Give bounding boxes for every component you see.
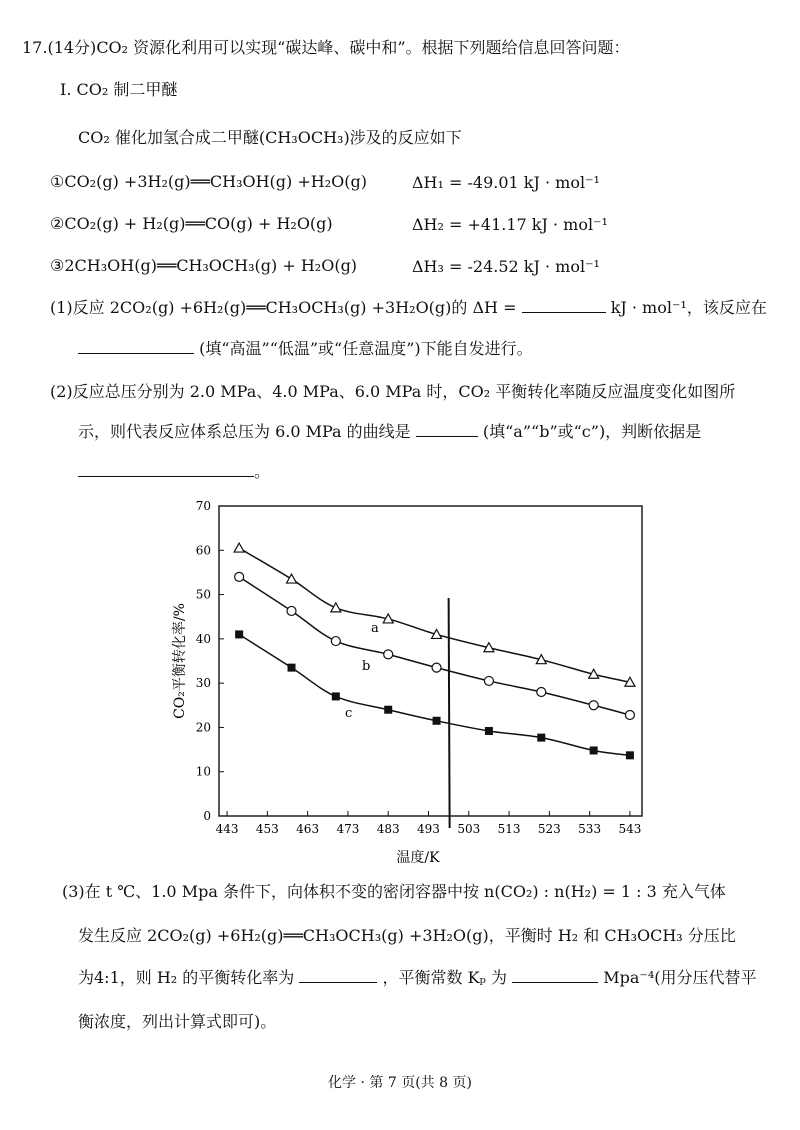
series-b-point — [384, 650, 393, 659]
x-tick-label: 443 — [215, 822, 239, 836]
q3-line-4: 衡浓度，列出计算式即可)。 — [78, 1012, 277, 1031]
series-c-line — [239, 634, 630, 755]
reaction-intro: CO₂ 催化加氢合成二甲醚(CH₃OCH₃)涉及的反应如下 — [78, 128, 462, 147]
y-tick-label: 0 — [203, 809, 211, 823]
chart-vertical-line — [449, 598, 450, 828]
x-tick-label: 453 — [255, 822, 279, 836]
q3-line-3 — [78, 966, 756, 990]
question-intro: CO₂ 资源化利用可以实现“碳达峰、碳中和”。根据下列题给信息回答问题： — [96, 38, 630, 57]
q3-answer-blank-1[interactable] — [299, 966, 377, 983]
x-tick-label: 523 — [537, 822, 561, 836]
series-a-point — [287, 574, 297, 583]
q3-line-1: (3)在 t ℃、1.0 Mpa 条件下，向体积不变的密闭容器中按 n(CO₂) : n(H₂) = 1 : 3 充入气体 — [62, 882, 726, 901]
q3-text-c2: ，平衡常数 Kₚ 为 — [382, 968, 508, 987]
x-tick-label: 463 — [296, 822, 320, 836]
x-tick-label: 483 — [376, 822, 400, 836]
series-b-point — [331, 637, 340, 646]
q2-text-b2: (填“a”“b”或“c”)，判断依据是 — [482, 422, 702, 441]
q1-text-a: (1)反应 2CO₂(g) +6H₂(g)══CH₃OCH₃(g) +3H₂O(g)的 ΔH = — [50, 298, 517, 317]
series-b-point — [432, 663, 441, 672]
series-c-point — [537, 734, 545, 742]
reaction-1-enthalpy: ΔH₁ = -49.01 kJ · mol⁻¹ — [412, 173, 600, 192]
page-footer: 化学 · 第 7 页(共 8 页) — [328, 1075, 472, 1091]
series-b-point — [625, 711, 634, 720]
series-c-point — [384, 706, 392, 714]
y-tick-label: 20 — [195, 720, 211, 735]
q1-text-b: kJ · mol⁻¹，该反应在 — [610, 298, 767, 317]
series-b-point — [484, 676, 493, 685]
q1-text-c: (填“高温”“低温”或“任意温度”)下能自发进行。 — [199, 339, 533, 358]
series-label-b: b — [362, 659, 371, 674]
question-score: (14分) — [47, 38, 97, 57]
series-b-point — [589, 701, 598, 710]
q3-line-2: 发生反应 2CO₂(g) +6H₂(g)══CH₃OCH₃(g) +3H₂O(g)，平衡时 H₂ 和 CH₃OCH₃ 分压比 — [78, 926, 736, 945]
y-tick-label: 60 — [195, 543, 211, 558]
series-c-point — [235, 630, 243, 638]
series-c-point — [433, 717, 441, 725]
series-c-point — [626, 751, 634, 759]
series-b-point — [235, 572, 244, 581]
q3-answer-blank-2[interactable] — [512, 966, 598, 983]
series-b-line — [239, 577, 630, 715]
y-tick-label: 70 — [195, 499, 211, 513]
x-tick-label: 493 — [417, 822, 440, 836]
series-b-point — [287, 606, 296, 615]
reaction-2-enthalpy: ΔH₂ = +41.17 kJ · mol⁻¹ — [412, 215, 608, 234]
series-a-point — [331, 603, 341, 612]
reaction-1-equation: ①CO₂(g) +3H₂(g)══CH₃OH(g) +H₂O(g) — [50, 172, 367, 191]
q2-text-b1: 示，则代表反应体系总压为 6.0 MPa 的曲线是 — [78, 422, 411, 441]
reaction-3-equation: ③2CH₃OH(g)══CH₃OCH₃(g) + H₂O(g) — [50, 256, 358, 275]
series-b-point — [537, 688, 546, 697]
y-tick-label: 10 — [195, 764, 211, 779]
q2-line-1: (2)反应总压分别为 2.0 MPa、4.0 MPa、6.0 MPa 时，CO₂ 平衡转化率随反应温度变化如图所 — [50, 382, 736, 401]
series-c-point — [288, 664, 296, 672]
part-label: Ⅰ. CO₂ 制二甲醚 — [60, 80, 178, 99]
y-tick-label: 40 — [195, 631, 211, 646]
y-tick-label: 30 — [195, 676, 211, 691]
series-c-point — [590, 746, 598, 754]
x-tick-label: 543 — [618, 822, 642, 836]
series-label-a: a — [371, 621, 379, 636]
reaction-2-equation: ②CO₂(g) + H₂(g)══CO(g) + H₂O(g) — [50, 214, 333, 233]
x-tick-label: 503 — [457, 822, 481, 836]
reaction-3-enthalpy: ΔH₃ = -24.52 kJ · mol⁻¹ — [412, 257, 600, 276]
q2-text-c: 。 — [254, 462, 271, 481]
question-number: 17. — [22, 38, 48, 57]
series-c-point — [332, 692, 340, 700]
y-tick-label: 50 — [195, 587, 211, 602]
q3-text-c1: 为4:1，则 H₂ 的平衡转化率为 — [78, 968, 295, 987]
x-tick-label: 513 — [497, 822, 521, 836]
series-a-point — [234, 543, 244, 552]
series-label-c: c — [345, 706, 353, 721]
chart-y-label: CO₂平衡转化率/% — [172, 603, 188, 719]
x-tick-label: 533 — [578, 822, 602, 836]
x-tick-label: 473 — [336, 822, 360, 836]
series-c-point — [485, 727, 493, 735]
chart-x-label: 温度/K — [396, 850, 440, 866]
q3-text-c3: Mpa⁻⁴(用分压代替平 — [603, 968, 757, 987]
